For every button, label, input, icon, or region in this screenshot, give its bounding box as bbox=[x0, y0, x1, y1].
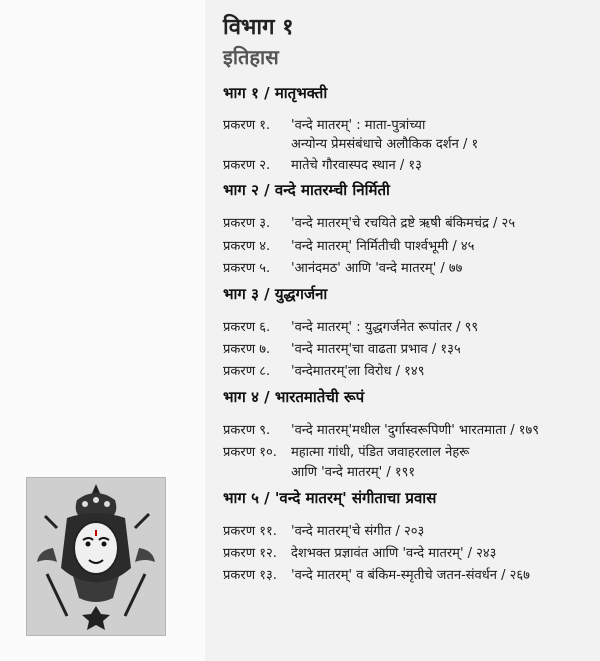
chapter-number: प्रकरण ६. bbox=[223, 320, 271, 335]
chapter-number: प्रकरण ३. bbox=[223, 216, 271, 231]
chapter-title: मातेचे गौरवास्पद स्थान / १३ bbox=[291, 158, 422, 173]
chapter-number: प्रकरण १३. bbox=[223, 568, 277, 583]
chapter-entry bbox=[223, 339, 461, 357]
section-title: इतिहास bbox=[223, 45, 279, 69]
chapter-entry bbox=[223, 565, 530, 583]
chapter-title: 'वन्दे मातरम्'मधील 'दुर्गास्वरूपिणी' भारतमाता / १७९ bbox=[291, 423, 539, 438]
chapter-entry bbox=[223, 213, 515, 231]
chapter-entry bbox=[223, 521, 424, 539]
durga-emblem-illustration bbox=[26, 477, 166, 636]
chapter-entry bbox=[223, 361, 424, 379]
chapter-title-continued: आणि 'वन्दे मातरम्' / १९१ bbox=[291, 465, 416, 480]
chapter-number: प्रकरण १०. bbox=[223, 445, 277, 460]
part-heading: भाग २ / वन्दे मातरम्ची निर्मिती bbox=[223, 181, 390, 199]
chapter-entry bbox=[223, 317, 478, 335]
part-heading: भाग ३ / युद्धगर्जना bbox=[223, 285, 328, 303]
chapter-title: 'वन्दे मातरम्' : माता-पुत्रांच्या bbox=[291, 118, 426, 133]
part-heading: भाग ४ / भारतमातेची रूपं bbox=[223, 388, 365, 406]
chapter-number: प्रकरण ५. bbox=[223, 261, 271, 276]
chapter-number: प्रकरण १२. bbox=[223, 546, 277, 561]
chapter-title-continued: अन्योन्य प्रेमसंबंधाचे अलौकिक दर्शन / १ bbox=[291, 137, 479, 152]
chapter-number: प्रकरण २. bbox=[223, 158, 271, 173]
part-heading: भाग ५ / 'वन्दे मातरम्' संगीताचा प्रवास bbox=[223, 489, 437, 507]
bleed-through-decoration bbox=[445, 515, 595, 655]
chapter-title: 'वन्दे मातरम्'चे संगीत / २०३ bbox=[291, 524, 425, 539]
chapter-entry bbox=[223, 155, 422, 173]
chapter-number: प्रकरण १. bbox=[223, 118, 271, 133]
contents-page bbox=[205, 0, 600, 661]
chapter-number: प्रकरण ९. bbox=[223, 423, 271, 438]
chapter-number: प्रकरण ११. bbox=[223, 524, 277, 539]
durga-emblem-icon bbox=[27, 478, 165, 635]
division-label: विभाग १ bbox=[223, 15, 294, 40]
chapter-entry bbox=[223, 442, 469, 460]
chapter-title: 'वन्दे मातरम्'चा वाढता प्रभाव / १३५ bbox=[291, 342, 461, 357]
chapter-number: प्रकरण ४. bbox=[223, 239, 271, 254]
chapter-entry bbox=[223, 543, 496, 561]
chapter-entry bbox=[223, 258, 462, 276]
chapter-title: 'वन्दे मातरम्' व बंकिम-स्मृतीचे जतन-संवर्धन / २६७ bbox=[291, 568, 530, 583]
chapter-entry bbox=[223, 236, 474, 254]
chapter-title: 'वन्देमातरम्'ला विरोध / १४९ bbox=[291, 364, 425, 379]
chapter-number: प्रकरण ८. bbox=[223, 364, 271, 379]
chapter-entry bbox=[223, 420, 539, 438]
chapter-number: प्रकरण ७. bbox=[223, 342, 271, 357]
chapter-title: महात्मा गांधी, पंडित जवाहरलाल नेहरू bbox=[291, 445, 470, 460]
chapter-title: 'वन्दे मातरम्' : युद्धगर्जनेत रूपांतर / ९९ bbox=[291, 320, 479, 335]
part-heading: भाग १ / मातृभक्ती bbox=[223, 84, 328, 102]
chapter-title: 'वन्दे मातरम्'चे रचयिते द्रष्टे ऋषी बंकिमचंद्र / २५ bbox=[291, 216, 516, 231]
chapter-title: देशभक्त प्रज्ञावंत आणि 'वन्दे मातरम्' / २४३ bbox=[291, 546, 497, 561]
chapter-title: 'वन्दे मातरम्' निर्मितीची पार्श्वभूमी / ४५ bbox=[291, 239, 475, 254]
chapter-title: 'आनंदमठ' आणि 'वन्दे मातरम्' / ७७ bbox=[291, 261, 463, 276]
chapter-entry bbox=[223, 115, 425, 133]
